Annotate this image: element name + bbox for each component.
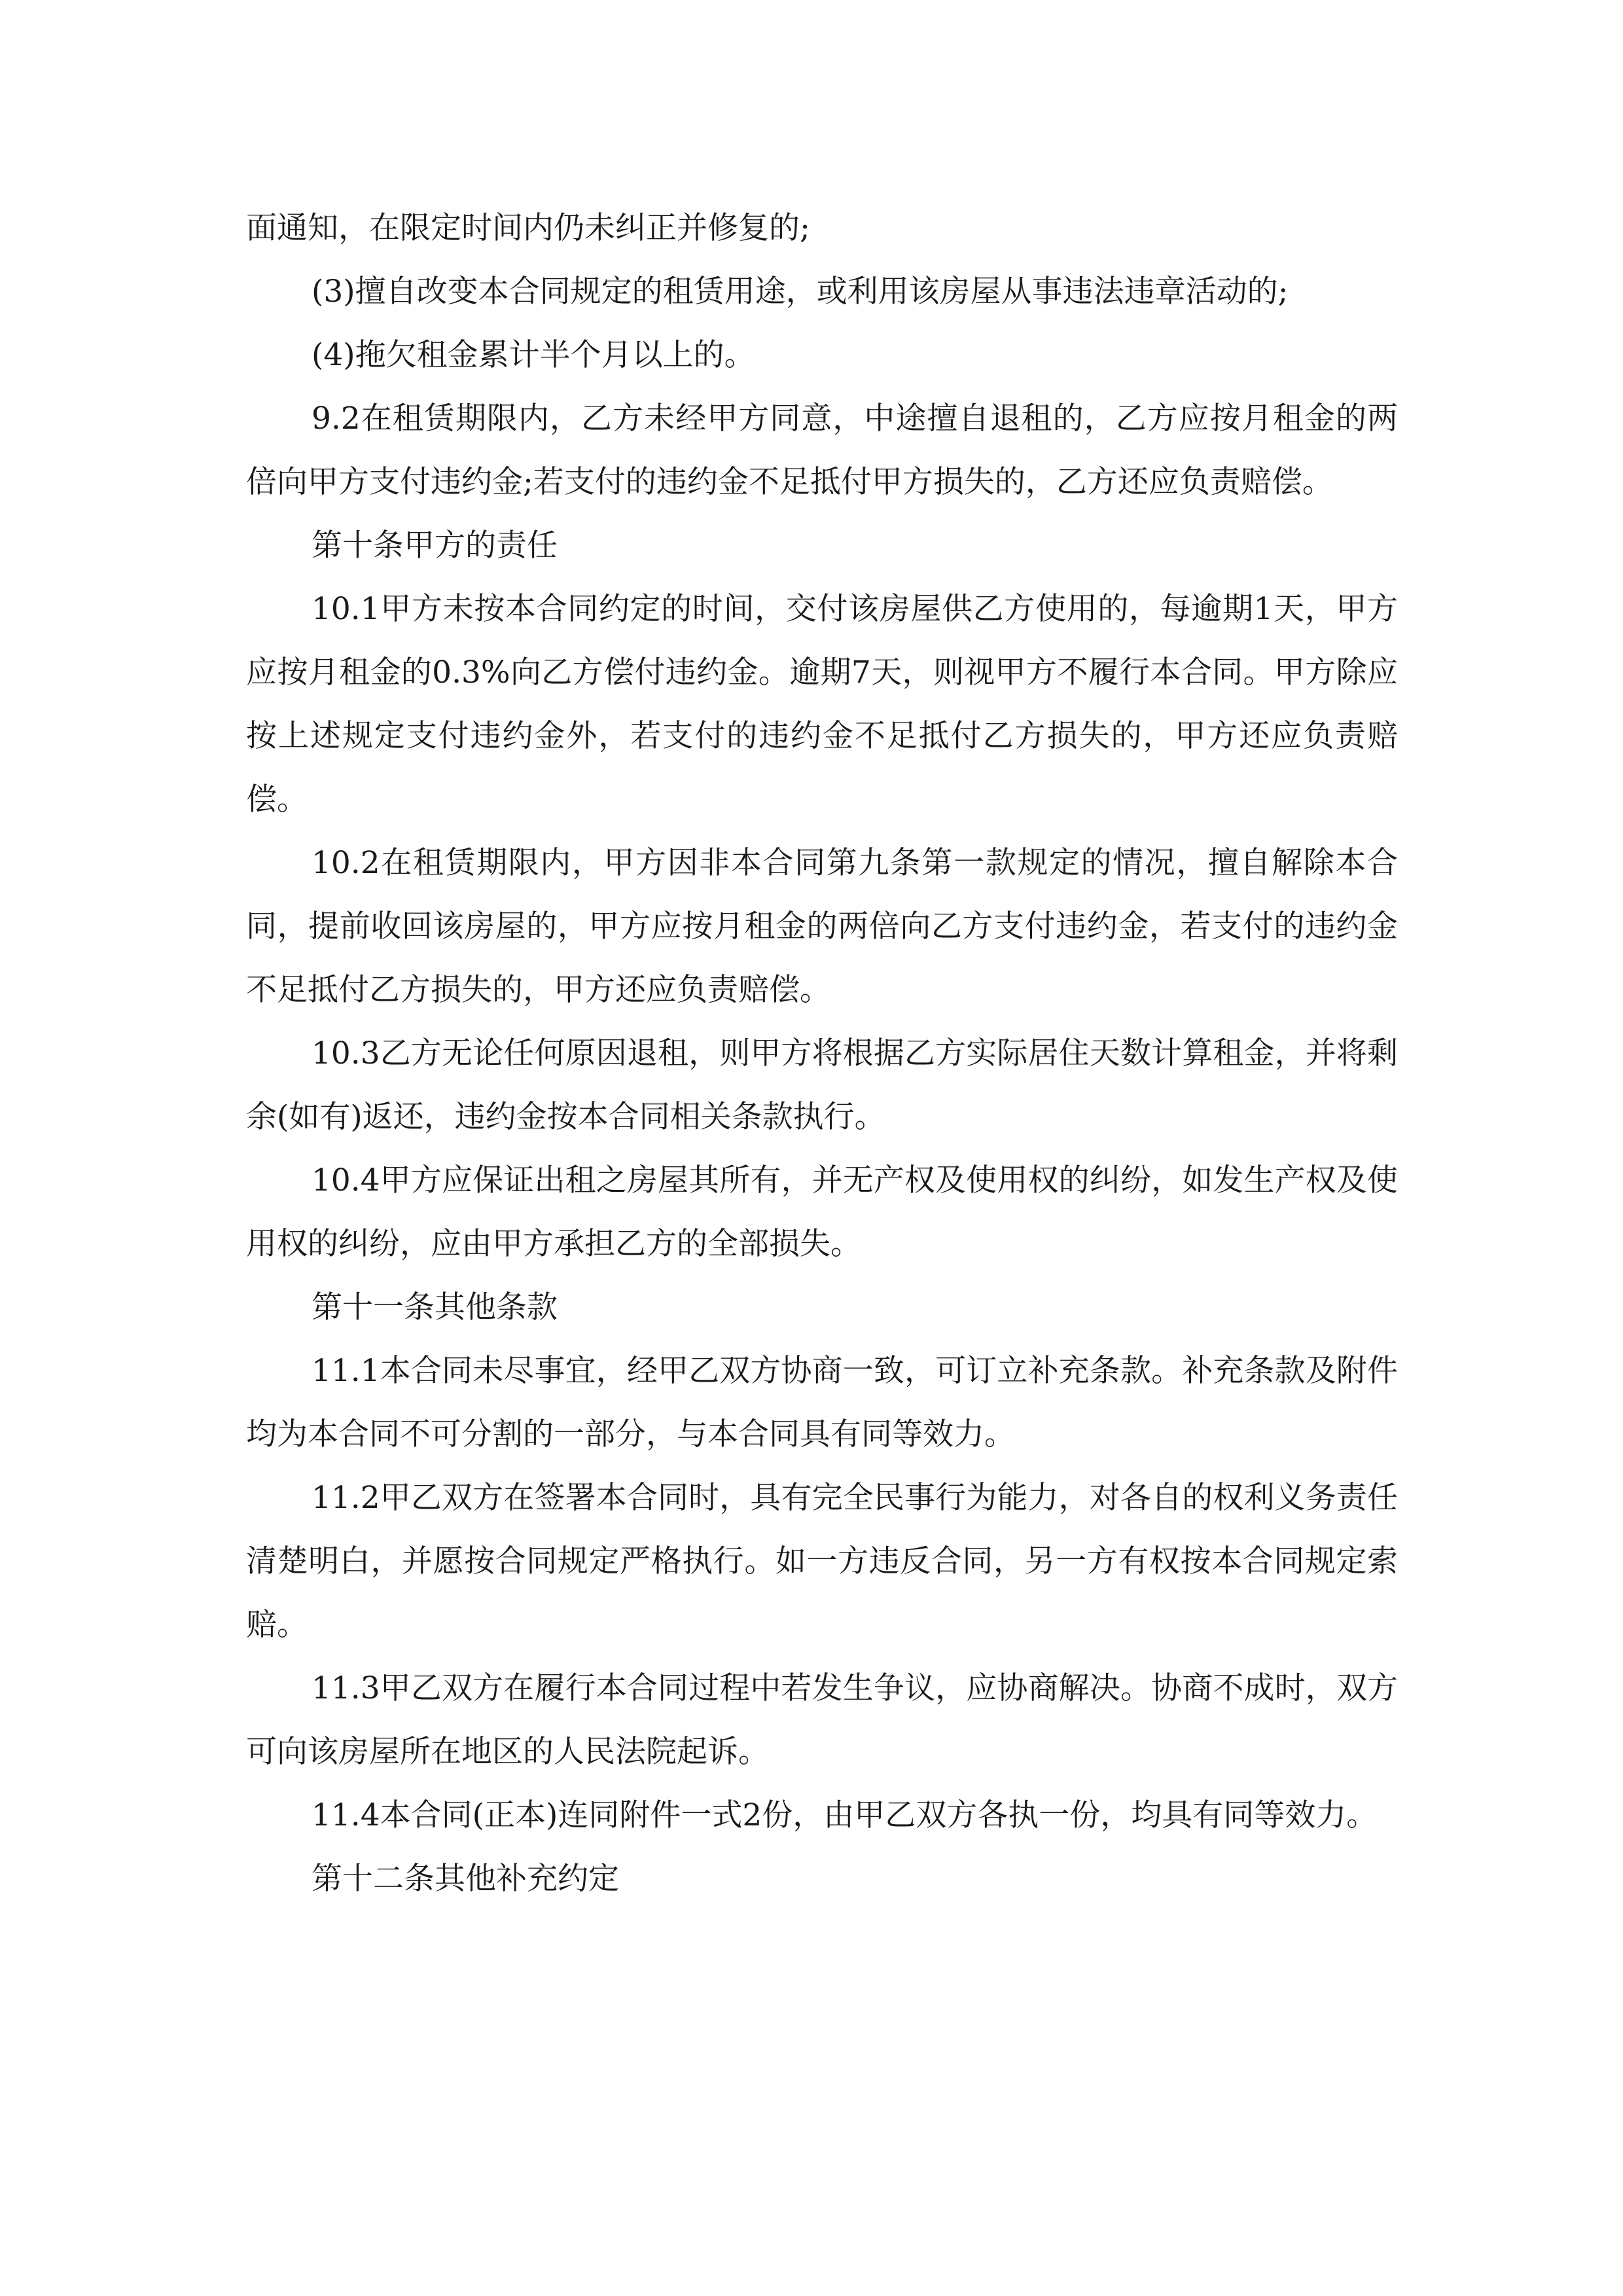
paragraph-10-3: 10.3乙方无论任何原因退租，则甲方将根据乙方实际居住天数计算租金，并将剩余(如有)返还，违约金按本合同相关条款执行。: [246, 1035, 1398, 1135]
paragraph-11-1: 11.1本合同未尽事宜，经甲乙双方协商一致，可订立补充条款。补充条款及附件均为本合同不可分割的一部分，与本合同具有同等效力。: [246, 1353, 1398, 1452]
paragraph-11-4: 11.4本合同(正本)连同附件一式2份，由甲乙双方各执一份，均具有同等效力。: [312, 1797, 1378, 1833]
paragraph-10-4: 10.4甲方应保证出租之房屋其所有，并无产权及使用权的纠纷，如发生产权及使用权的纠纷，应由甲方承担乙方的全部损失。: [246, 1162, 1398, 1262]
section-heading-10: 第十条甲方的责任: [312, 528, 558, 564]
section-heading-12: 第十二条其他补充约定: [312, 1861, 619, 1897]
document-body: [246, 196, 1398, 1910]
paragraph-clause-3: (3)擅自改变本合同规定的租赁用途，或利用该房屋从事违法违章活动的;: [312, 274, 1289, 310]
paragraph-11-2: 11.2甲乙双方在签署本合同时，具有完全民事行为能力，对各自的权利义务责任清楚明白，并愿按合同规定严格执行。如一方违反合同，另一方有权按本合同规定索赔。: [246, 1480, 1398, 1643]
paragraph-9-2: 9.2在租赁期限内，乙方未经甲方同意，中途擅自退租的，乙方应按月租金的两倍向甲方支付违约金;若支付的违约金不足抵付甲方损失的，乙方还应负责赔偿。: [246, 401, 1398, 500]
paragraph-11-3: 11.3甲乙双方在履行本合同过程中若发生争议，应协商解决。协商不成时，双方可向该房屋所在地区的人民法院起诉。: [246, 1670, 1398, 1770]
paragraph-continuation: 面通知，在限定时间内仍未纠正并修复的;: [246, 210, 810, 246]
section-heading-11: 第十一条其他条款: [312, 1289, 558, 1325]
paragraph-clause-4: (4)拖欠租金累计半个月以上的。: [312, 337, 755, 373]
paragraph-10-2: 10.2在租赁期限内，甲方因非本合同第九条第一款规定的情况，擅自解除本合同，提前收回该房屋的，甲方应按月租金的两倍向乙方支付违约金，若支付的违约金不足抵付乙方损失的，甲方还应负责赔偿。: [246, 845, 1398, 1008]
paragraph-10-1: 10.1甲方未按本合同约定的时间，交付该房屋供乙方使用的，每逾期1天，甲方应按月租金的0.3%向乙方偿付违约金。逾期7天，则视甲方不履行本合同。甲方除应按上述规定支付违约金外，若支付的违约金不足抵付乙方损失的，甲方还应负责赔偿。: [246, 591, 1398, 817]
